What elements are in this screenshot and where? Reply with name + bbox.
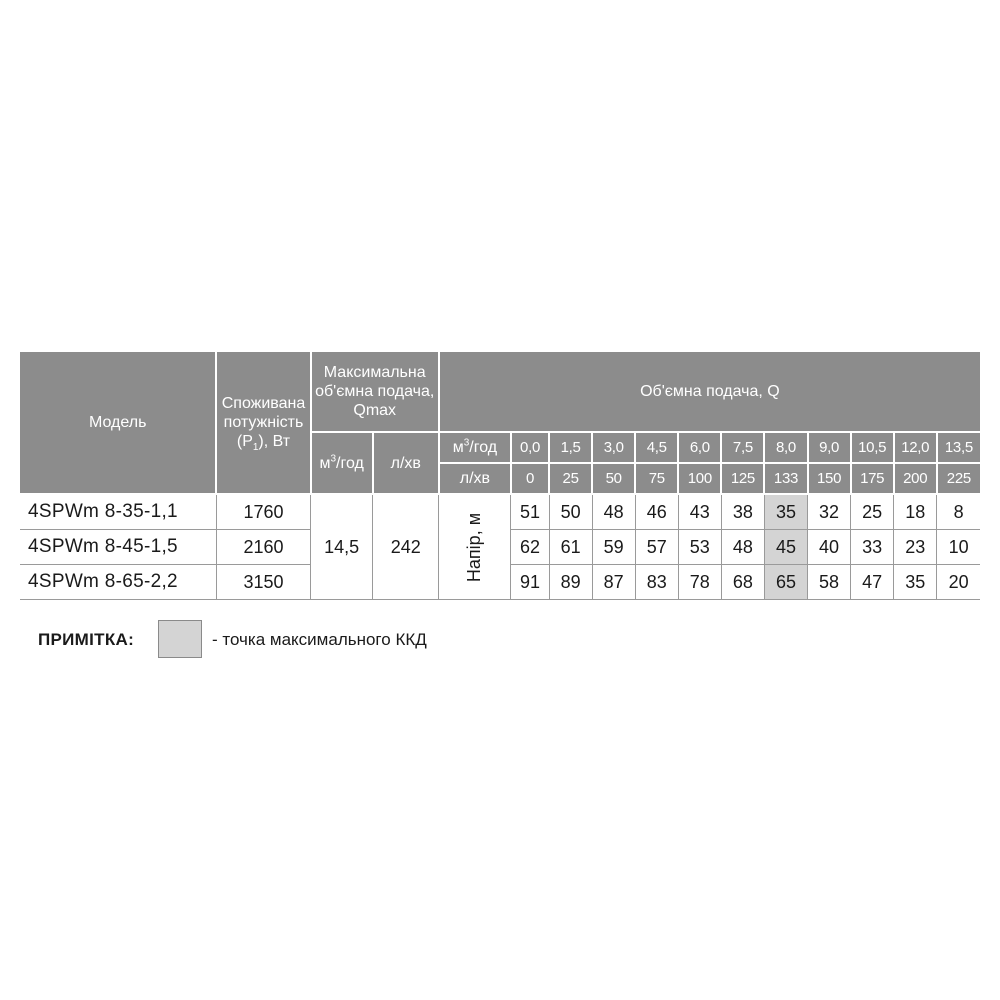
header-qmax-m3h-unit: $м^3$/год [311,432,373,494]
flow-m3h-value: 1,5 [549,432,592,463]
note [38,620,538,658]
head-value: 8 [937,494,980,530]
flow-m3h-value: 7,5 [721,432,764,463]
flow-m3h-value: 13,5 [937,432,980,463]
flow-lmin-value: 125 [721,463,764,494]
header-qmax-line2: об'ємна подача, [315,383,435,400]
flow-m3h-value: 12,0 [894,432,937,463]
header-power [216,352,310,494]
flow-lmin-value: 50 [592,463,635,494]
head-value: 48 [721,530,764,565]
header-qmax-line3: Qmax [353,402,397,419]
head-value: 78 [678,565,721,600]
flow-m3h-value: 3,0 [592,432,635,463]
head-value: 89 [549,565,592,600]
header-flow-lmin-unit: л/хв [439,463,511,494]
flow-m3h-value: 6,0 [678,432,721,463]
flow-m3h-value: 8,0 [764,432,807,463]
head-value: 58 [808,565,851,600]
head-value: 57 [635,530,678,565]
flow-lmin-value: 225 [937,463,980,494]
head-value: 32 [808,494,851,530]
power-value: 3150 [216,565,310,600]
head-value: 61 [549,530,592,565]
head-value: 62 [511,530,549,565]
flow-m3h-value: 10,5 [851,432,894,463]
head-value: 87 [592,565,635,600]
head-value: 23 [894,530,937,565]
head-value: 35 [894,565,937,600]
head-value: 65 [764,565,807,600]
header-flow-title: Об'ємна подача, Q [439,352,980,432]
head-value: 48 [592,494,635,530]
head-value: 43 [678,494,721,530]
flow-lmin-value: 25 [549,463,592,494]
header-qmax-line1: Максимальна [323,364,426,381]
head-label: Напір, м [464,512,485,582]
flow-lmin-value: 200 [894,463,937,494]
flow-lmin-value: 133 [764,463,807,494]
head-value: 10 [937,530,980,565]
header-qmax-lmin-unit: л/хв [373,432,439,494]
power-value: 2160 [216,530,310,565]
head-value: 91 [511,565,549,600]
head-value: 53 [678,530,721,565]
note-label: ПРИМІТКА: [38,630,135,649]
note-text: - точка максимального ККД [212,630,427,649]
head-value: 45 [764,530,807,565]
power-value: 1760 [216,494,310,530]
model-name: 4SPWm 8-35-1,1 [20,494,216,530]
head-label-cell [439,494,511,600]
head-value: 20 [937,565,980,600]
head-value: 51 [511,494,549,530]
head-value: 47 [851,565,894,600]
model-name: 4SPWm 8-65-2,2 [20,565,216,600]
head-value: 40 [808,530,851,565]
flow-lmin-value: 100 [678,463,721,494]
note-highlight-swatch [158,620,202,658]
qmax-lmin-value: 242 [373,494,439,600]
flow-lmin-value: 150 [808,463,851,494]
flow-lmin-value: 0 [511,463,549,494]
head-value: 68 [721,565,764,600]
head-value: 50 [549,494,592,530]
head-value: 83 [635,565,678,600]
model-name: 4SPWm 8-45-1,5 [20,530,216,565]
flow-m3h-value: 4,5 [635,432,678,463]
header-flow-m3h-unit: $м^3$/год [439,432,511,463]
flow-m3h-value: 0,0 [511,432,549,463]
table-row [20,494,980,530]
head-value: 35 [764,494,807,530]
head-value: 46 [635,494,678,530]
head-value: 38 [721,494,764,530]
flow-lmin-value: 175 [851,463,894,494]
qmax-m3h-value: 14,5 [311,494,373,600]
flow-m3h-value: 9,0 [808,432,851,463]
header-qmax [311,352,439,432]
head-value: 18 [894,494,937,530]
header-power-line2: потужність [223,414,304,431]
flow-lmin-value: 75 [635,463,678,494]
header-model: Модель [20,352,216,494]
pump-spec-table [20,352,980,600]
head-value: 59 [592,530,635,565]
header-power-line1: Споживана [221,395,306,412]
head-value: 33 [851,530,894,565]
header-power-line3: $(P_1)$, Вт [236,433,291,454]
head-value: 25 [851,494,894,530]
